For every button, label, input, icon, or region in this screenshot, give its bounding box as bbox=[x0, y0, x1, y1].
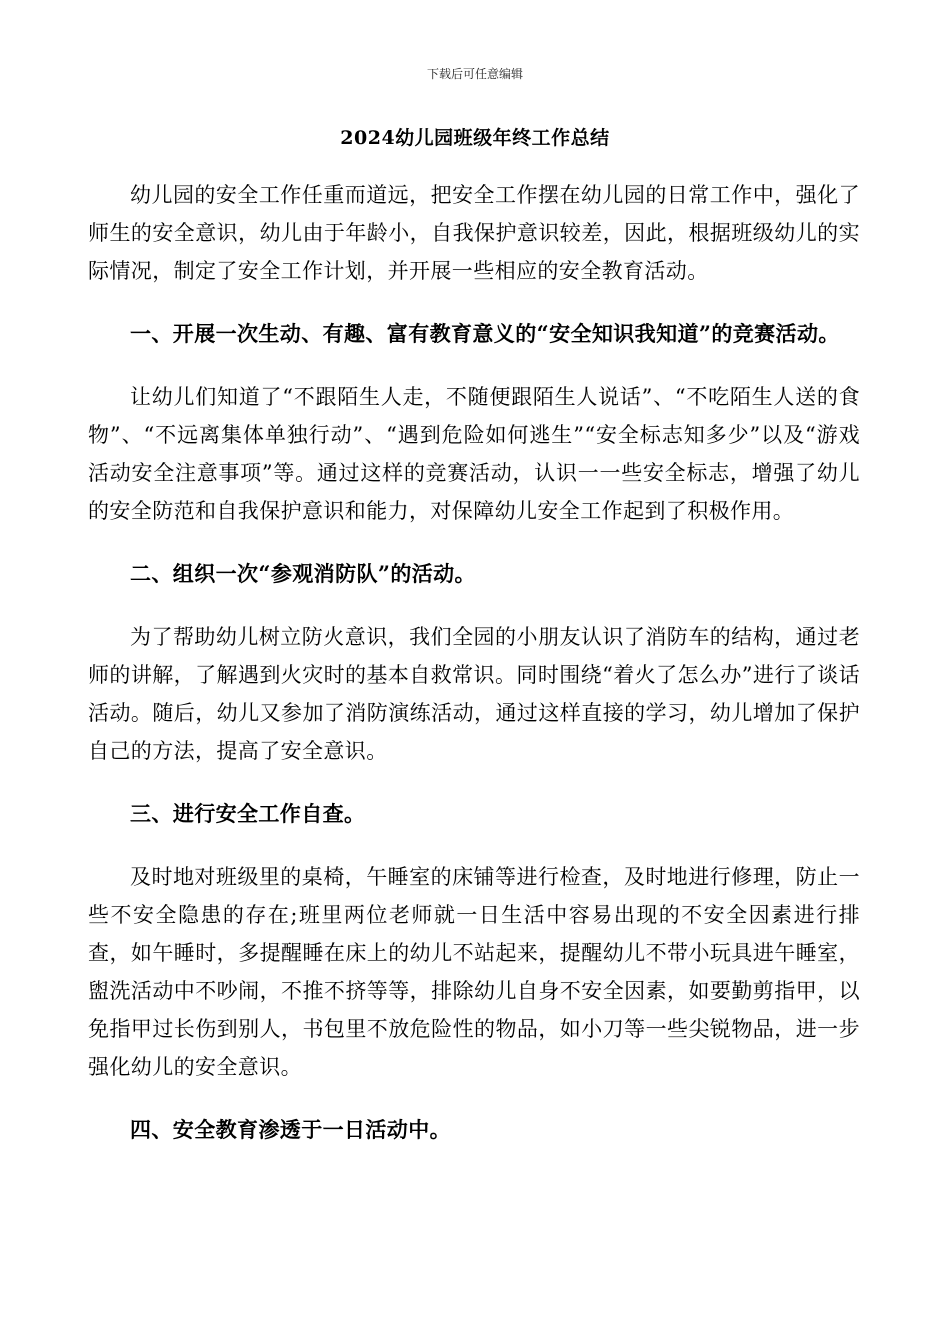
document-body bbox=[88, 176, 860, 1149]
section-3-heading: 三、进行安全工作自查。 bbox=[130, 801, 366, 826]
section-2-body: 为了帮助幼儿树立防火意识，我们全园的小朋友认识了消防车的结构，通过老师的讲解，了解遇到火灾时的基本自救常识。同时围绕“着火了怎么办”进行了谈话活动。随后，幼儿又参加了消防演练活动，通过这样直接的学习，幼儿增加了保护自己的方法，提高了安全意识。 bbox=[88, 625, 860, 763]
intro-paragraph: 幼儿园的安全工作任重而道远，把安全工作摆在幼儿园的日常工作中，强化了师生的安全意识，幼儿由于年龄小，自我保护意识较差，因此，根据班级幼儿的实际情况，制定了安全工作计划，并开展一些相应的安全教育活动。 bbox=[88, 183, 860, 283]
section-3-body: 及时地对班级里的桌椅，午睡室的床铺等进行检查，及时地进行修理，防止一些不安全隐患的存在;班里两位老师就一日生活中容易出现的不安全因素进行排查，如午睡时，多提醒睡在床上的幼儿不站起来，提醒幼儿不带小玩具进午睡室，盥洗活动中不吵闹，不推不挤等等，排除幼儿自身不安全因素，如要勤剪指甲，以免指甲过长伤到别人，书包里不放危险性的物品，如小刀等一些尖锐物品，进一步强化幼儿的安全意识。 bbox=[88, 865, 860, 1079]
header-note: 下载后可任意编辑 bbox=[426, 67, 523, 81]
section-4-heading: 四、安全教育渗透于一日活动中。 bbox=[130, 1117, 451, 1142]
section-1-heading: 一、开展一次生动、有趣、富有教育意义的“安全知识我知道”的竞赛活动。 bbox=[130, 321, 840, 346]
section-2-heading: 二、组织一次“参观消防队”的活动。 bbox=[130, 561, 476, 586]
section-1-body: 让幼儿们知道了“不跟陌生人走，不随便跟陌生人说话”、“不吃陌生人送的食物”、“不远离集体单独行动”、“遇到危险如何逃生”“安全标志知多少”以及“游戏活动安全注意事项”等。通过这样的竞赛活动，认识一一些安全标志，增强了幼儿的安全防范和自我保护意识和能力，对保障幼儿安全工作起到了积极作用。 bbox=[88, 385, 860, 523]
document-title: 2024幼儿园班级年终工作总结 bbox=[340, 127, 610, 149]
